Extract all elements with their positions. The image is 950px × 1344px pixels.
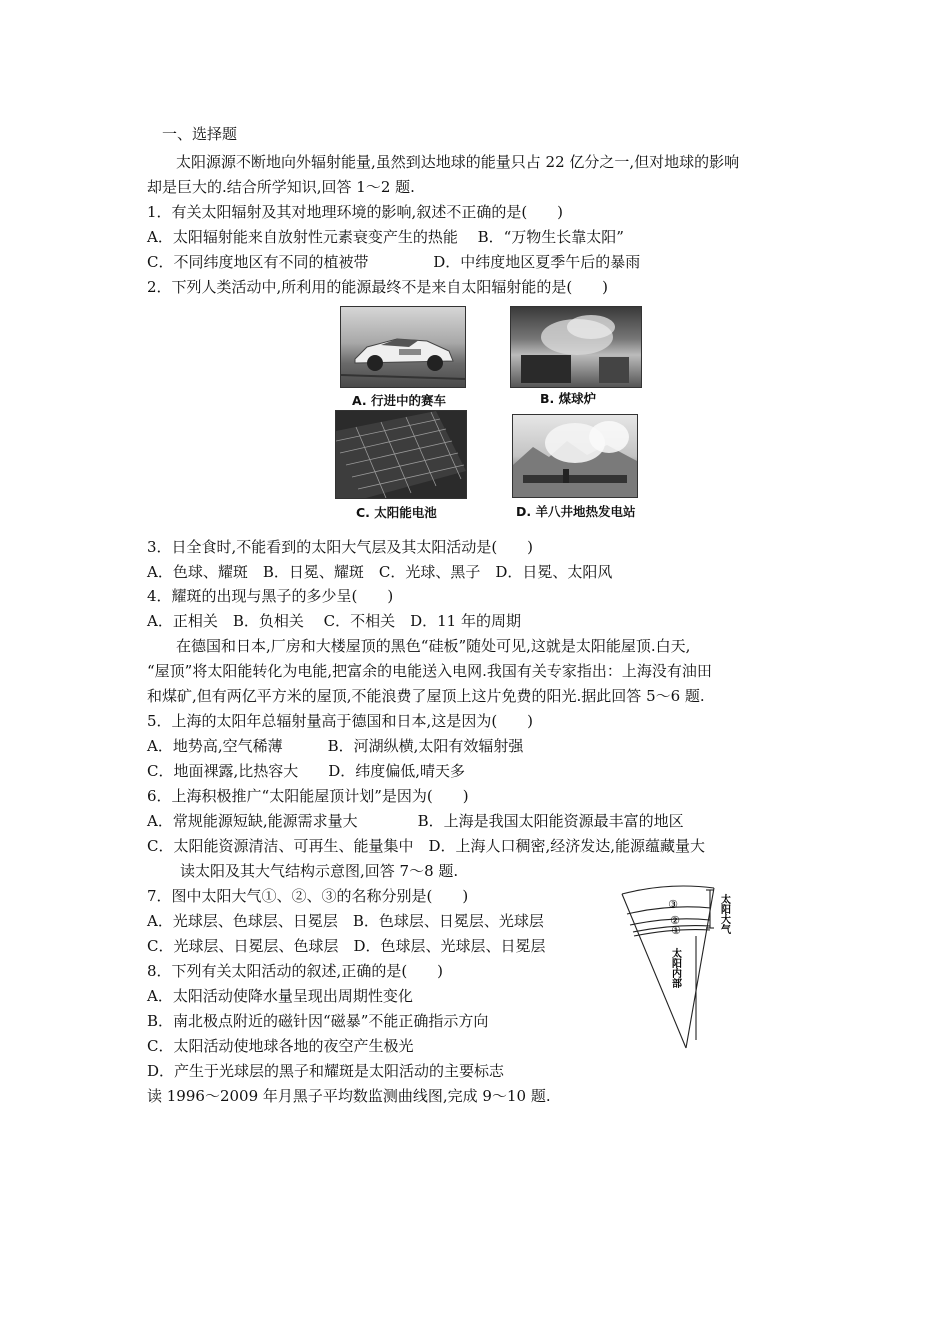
q8-option-a: A．太阳活动使降水量呈现出周期性变化: [147, 987, 413, 1005]
photo-geothermal-station: [512, 414, 638, 498]
q7-stem: 7．图中太阳大气①、②、③的名称分别是( ): [147, 887, 469, 905]
q7-options-row1: A．光球层、色球层、日冕层 B．色球层、日冕层、光球层: [147, 912, 544, 930]
q8-option-d: D．产生于光球层的黑子和耀斑是太阳活动的主要标志: [147, 1062, 505, 1080]
intro-5-6-line2: “屋顶”将太阳能转化为电能,把富余的电能送入电网.我国有关专家指出：上海没有油田: [147, 662, 712, 680]
q4-options: A．正相关 B．负相关 C．不相关 D．11 年的周期: [147, 612, 521, 630]
layer2-label: ②: [670, 914, 680, 927]
q4-stem: 4．耀斑的出现与黑子的多少呈( ): [147, 587, 394, 605]
intro-1-2-line1: 太阳源源不断地向外辐射能量,虽然到达地球的能量只占 22 亿分之一,但对地球的影响: [176, 153, 740, 171]
intro-1-2-line2: 却是巨大的.结合所学知识,回答 1～2 题.: [147, 178, 415, 196]
layer1-label: ①: [671, 924, 681, 937]
caption-b: B. 煤球炉: [540, 391, 597, 406]
intro-7-8: 读太阳及其大气结构示意图,回答 7～8 题.: [180, 862, 459, 880]
q2-stem: 2．下列人类活动中,所利用的能源最终不是来自太阳辐射能的是( ): [147, 278, 609, 296]
q7-options-row2: C．光球层、日冕层、色球层 D．色球层、光球层、日冕层: [147, 937, 546, 955]
q6-options-row1: A．常规能源短缺,能源需求量大 B．上海是我国太阳能资源最丰富的地区: [147, 812, 684, 830]
q8-stem: 8．下列有关太阳活动的叙述,正确的是( ): [147, 962, 444, 980]
q1-options-row2: C．不同纬度地区有不同的植被带 D．中纬度地区夏季午后的暴雨: [147, 253, 641, 271]
section-title: 一、选择题: [162, 125, 238, 143]
interior-label: 太阳内部: [669, 948, 681, 988]
race-car-icon: [341, 307, 465, 387]
geothermal-station-icon: [513, 415, 637, 497]
q6-options-row2: C．太阳能资源清洁、可再生、能量集中 D．上海人口稠密,经济发达,能源蕴藏量大: [147, 837, 706, 855]
photo-solar-panel: [335, 410, 467, 499]
q1-options-row1: A．太阳辐射能来自放射性元素衰变产生的热能 B．“万物生长靠太阳”: [147, 228, 624, 246]
q5-options-row1: A．地势高,空气稀薄 B．河湖纵横,太阳有效辐射强: [147, 737, 524, 755]
atmosphere-label: 太阳大气: [718, 894, 730, 934]
caption-d: D. 羊八井地热发电站: [516, 504, 636, 519]
q8-option-c: C．太阳活动使地球各地的夜空产生极光: [147, 1037, 414, 1055]
q3-options: A．色球、耀斑 B．日冕、耀斑 C．光球、黑子 D．日冕、太阳风: [147, 563, 613, 581]
q3-stem: 3．日全食时,不能看到的太阳大气层及其太阳活动是( ): [147, 538, 534, 556]
coal-stove-icon: [511, 307, 641, 387]
outer-boundary-arc: [622, 886, 714, 894]
photo-coal-stove: [510, 306, 642, 388]
q1-stem: 1．有关太阳辐射及其对地理环境的影响,叙述不正确的是( ): [147, 203, 564, 221]
caption-a: A. 行进中的赛车: [352, 393, 447, 408]
intro-9-10: 读 1996～2009 年月黑子平均数监测曲线图,完成 9～10 题.: [147, 1087, 551, 1105]
photo-race-car: [340, 306, 466, 388]
q8-option-b: B．南北极点附近的磁针因“磁暴”不能正确指示方向: [147, 1012, 489, 1030]
intro-5-6-line3: 和煤矿,但有两亿平方米的屋顶,不能浪费了屋顶上这片免费的阳光.据此回答 5～6 题.: [147, 687, 705, 705]
caption-c: C. 太阳能电池: [356, 505, 437, 520]
solar-panel-icon: [336, 411, 466, 498]
intro-5-6-line1: 在德国和日本,厂房和大楼屋顶的黑色“硅板”随处可见,这就是太阳能屋顶.白天,: [176, 637, 691, 655]
q5-options-row2: C．地面裸露,比热容大 D．纬度偏低,晴天多: [147, 762, 466, 780]
q6-stem: 6．上海积极推广“太阳能屋顶计划”是因为( ): [147, 787, 469, 805]
layer3-label: ③: [668, 898, 678, 911]
sun-structure-diagram: [618, 880, 738, 1055]
q5-stem: 5．上海的太阳年总辐射量高于德国和日本,这是因为( ): [147, 712, 534, 730]
